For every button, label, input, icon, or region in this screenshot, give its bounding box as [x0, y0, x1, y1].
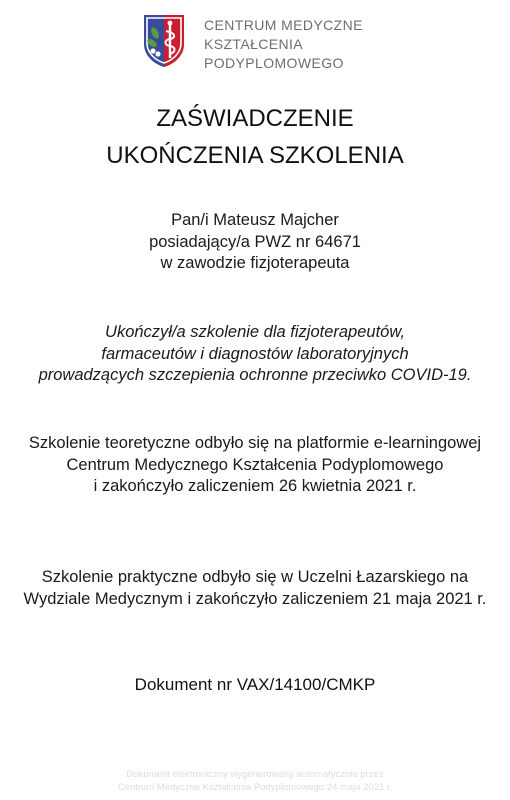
theory-line-3: i zakończyło zaliczeniem 26 kwietnia 2021 r. [93, 477, 417, 495]
course-line-2: farmaceutów i diagnostów laboratoryjnych [101, 344, 409, 363]
cmkp-shield-logo-icon [143, 14, 185, 68]
theory-training-info [0, 433, 510, 498]
title-line-1: ZAŚWIADCZENIE [156, 105, 354, 132]
person-profession: w zawodzie fizjoterapeuta [160, 254, 350, 272]
footer-line-2: Centrum Medyczne Kształcenia Podyplomowego 24 maja 2021 r. [117, 782, 393, 793]
practice-line-2: Wydziale Medycznym i zakończyło zaliczeniem 21 maja 2021 r. [23, 589, 487, 608]
footer-line-1: Dokument elektroniczny wygenerowany automatycznie przez [126, 769, 384, 780]
course-line-3: prowadzących szczepienia ochronne przeciwko COVID-19. [38, 366, 472, 384]
person-name: Pan/i Mateusz Majcher [171, 211, 339, 229]
theory-line-1: Szkolenie teoretyczne odbyło się na platformie e-learningowej [28, 434, 482, 452]
practical-training-info [0, 567, 510, 610]
organization-name [204, 16, 363, 73]
person-details [0, 210, 510, 275]
person-license: posiadający/a PWZ nr 64671 [149, 232, 361, 251]
course-description [0, 322, 510, 387]
course-line-1: Ukończył/a szkolenie dla fizjoterapeutów, [105, 323, 405, 341]
org-line-1: CENTRUM MEDYCZNE [204, 17, 363, 33]
header [143, 14, 403, 78]
title-line-2: UKOŃCZENIA SZKOLENIA [106, 142, 404, 169]
document-number: Dokument nr VAX/14100/CMKP [134, 675, 376, 694]
footer-note [0, 768, 510, 794]
theory-line-2: Centrum Medycznego Kształcenia Podyplomowego [66, 455, 444, 474]
document-title [0, 100, 510, 174]
org-line-2: KSZTAŁCENIA [204, 36, 304, 52]
org-line-3: PODYPLOMOWEGO [204, 55, 344, 71]
practice-line-1: Szkolenie praktyczne odbyło się w Uczelni Łazarskiego na [41, 568, 469, 586]
